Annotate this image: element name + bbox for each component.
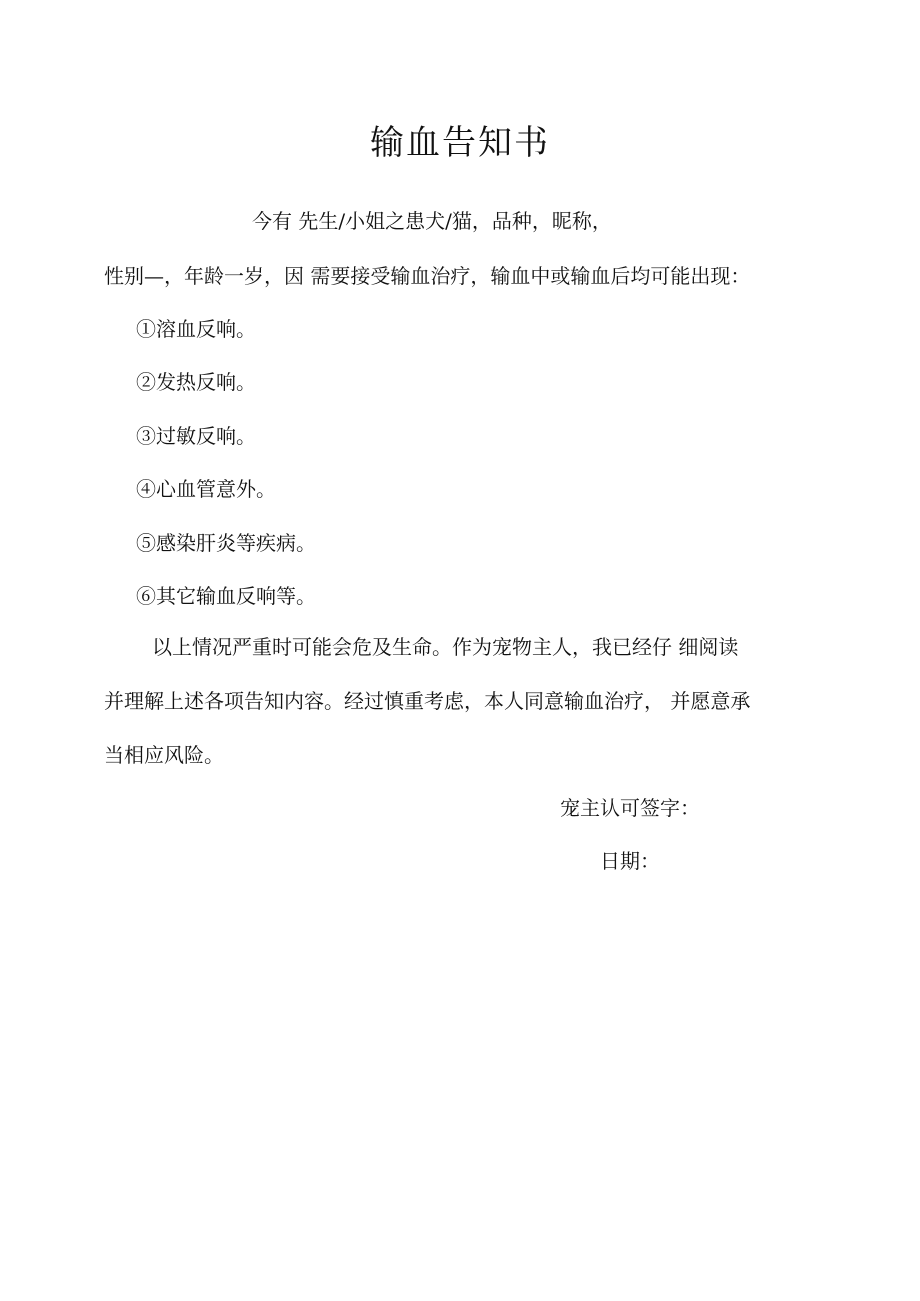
risk-item: ⑤感染肝炎等疾病。: [136, 531, 316, 555]
risk-item: ②发热反响。: [136, 370, 256, 394]
consent-statement-line: 并理解上述各项告知内容。经过慎重考虑，本人同意输血治疗， 并愿意承: [104, 689, 751, 713]
intro-line-owner-pet: 今有 先生/小姐之患犬/猫，品种，昵称，: [252, 209, 612, 233]
consent-statement-line: 当相应风险。: [104, 743, 224, 767]
risk-item: ③过敏反响。: [136, 424, 256, 448]
owner-signature-label: 宠主认可签字：: [560, 796, 700, 820]
risk-item: ④心血管意外。: [136, 477, 276, 501]
intro-line-sex-age-reason: 性别—，年龄一岁，因 需要接受输血治疗，输血中或输血后均可能出现：: [104, 264, 751, 288]
date-label: 日期：: [600, 849, 660, 873]
risk-item: ⑥其它输血反响等。: [136, 584, 316, 608]
document-title: 输血告知书: [370, 123, 550, 163]
risk-item: ①溶血反响。: [136, 317, 256, 341]
consent-statement-line: 以上情况严重时可能会危及生命。作为宠物主人，我已经仔 细阅读: [152, 635, 739, 659]
